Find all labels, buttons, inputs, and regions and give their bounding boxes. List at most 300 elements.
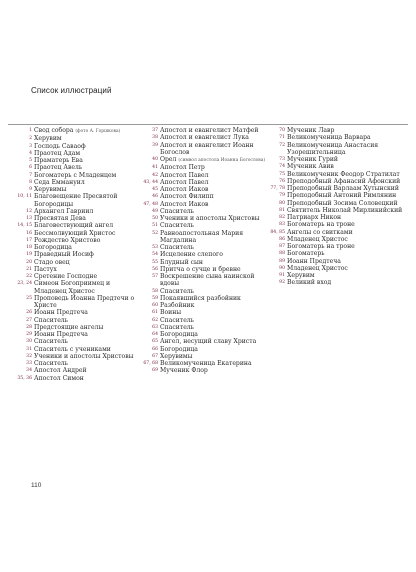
item-title-text: Мученик Флор <box>160 367 208 375</box>
item-number: 64 <box>152 332 158 337</box>
item-title <box>34 353 142 360</box>
list-item <box>138 273 266 288</box>
item-title-text: Предстоящие ангелы <box>34 323 104 331</box>
item-number: 61 <box>152 310 158 316</box>
item-title-text: Апостол Иаков <box>160 186 209 193</box>
item-number: 17 <box>26 237 32 243</box>
list-item <box>138 295 266 302</box>
item-number: 53 <box>152 245 158 250</box>
item-title-text: Апостол Филипп <box>160 193 214 201</box>
list-item <box>12 360 142 367</box>
item-title <box>160 222 266 229</box>
item-number: 35, 36 <box>17 375 32 381</box>
list-item <box>12 127 142 135</box>
item-title-text: Патриарх Никон <box>287 214 342 221</box>
item-title-text: Ангел, несущий славу Христа <box>160 338 257 346</box>
item-title-text: Апостол Петр <box>160 164 205 172</box>
list-item <box>138 142 266 157</box>
item-number: 6 <box>29 165 32 171</box>
list-item <box>138 317 266 324</box>
list-item <box>12 346 142 353</box>
item-number: 58 <box>152 288 158 294</box>
item-title <box>34 266 142 273</box>
item-number: 20 <box>26 259 32 265</box>
item-title <box>160 309 266 316</box>
item-title-text: Херувимы <box>34 186 67 193</box>
item-number: 5 <box>29 158 32 163</box>
item-title-text: Иоанн Предтеча <box>287 257 341 265</box>
item-number: 27 <box>26 317 32 323</box>
item-number: 31 <box>26 346 32 352</box>
item-title <box>287 200 405 207</box>
item-number: 16 <box>26 230 32 236</box>
item-title-text: Спаситель <box>34 338 68 346</box>
list-item <box>12 237 142 244</box>
list-item <box>12 280 142 295</box>
list-item <box>12 251 142 258</box>
item-number: 75 <box>279 171 285 177</box>
item-title-text: Рождество Христово <box>34 236 101 244</box>
item-title <box>287 250 405 257</box>
list-item <box>265 163 405 170</box>
item-number: 21 <box>26 266 32 272</box>
item-number: 29 <box>26 332 32 337</box>
list-item <box>12 266 142 273</box>
item-title <box>160 208 266 215</box>
item-title <box>34 251 142 258</box>
item-number: 56 <box>152 266 158 272</box>
item-number: 26 <box>26 310 32 316</box>
list-item <box>138 186 266 193</box>
item-title <box>160 331 266 338</box>
item-number: 51 <box>152 223 158 229</box>
item-title <box>160 259 266 266</box>
item-number: 8 <box>29 179 32 185</box>
item-title <box>34 193 142 208</box>
item-title-text: Архангел Гавриил <box>34 207 94 215</box>
item-number: 92 <box>279 280 285 286</box>
item-number: 25 <box>26 295 32 301</box>
item-title-text: Иоанн Предтеча <box>34 331 88 338</box>
item-number: 83 <box>279 222 285 228</box>
item-title-text: Апостол Павел <box>160 178 209 186</box>
list-item <box>138 259 266 266</box>
list-item <box>265 192 405 199</box>
item-title-text: Стадо овец <box>34 258 70 266</box>
item-title-text: Спаситель <box>160 244 194 251</box>
list-item <box>12 150 142 157</box>
item-number: 77, 78 <box>270 186 285 191</box>
item-number: 34 <box>26 368 32 374</box>
item-title <box>160 215 266 222</box>
item-title <box>34 346 142 353</box>
item-title-text: Праматерь Ева <box>34 157 83 164</box>
list-item <box>138 324 266 331</box>
item-title <box>160 230 266 245</box>
item-title-text: Пастух <box>34 265 57 273</box>
item-title <box>34 237 142 244</box>
list-item <box>265 258 405 265</box>
item-number: 30 <box>26 339 32 345</box>
list-item <box>12 143 142 150</box>
list-item <box>138 266 266 273</box>
item-title <box>34 295 142 310</box>
item-title <box>34 230 142 237</box>
item-title-text: Младенец Христос <box>287 264 348 272</box>
item-number: 60 <box>152 303 158 308</box>
item-title-text: Мученик Гурий <box>287 156 338 163</box>
item-title-text: Сретение Господне <box>34 273 98 280</box>
list-item <box>265 250 405 257</box>
item-title-text: Святитель Николай Мирликийский <box>287 206 403 214</box>
item-number: 88 <box>279 251 285 257</box>
list-item <box>265 127 405 134</box>
list-item <box>12 244 142 251</box>
item-title <box>34 360 142 367</box>
list-item <box>138 302 266 309</box>
item-number: 1 <box>29 128 32 133</box>
item-title-text: Воскрешение сына наинской вдовы <box>160 273 255 288</box>
list-item <box>12 295 142 310</box>
list-column-2 <box>138 127 266 375</box>
list-item <box>12 317 142 324</box>
item-title <box>287 178 405 185</box>
list-item <box>138 164 266 171</box>
list-item <box>138 134 266 141</box>
item-title <box>287 171 405 178</box>
item-title-text: Преподобный Антоний Римлянин <box>287 192 397 200</box>
list-item <box>138 346 266 353</box>
item-title <box>287 272 405 279</box>
item-number: 87 <box>279 244 285 249</box>
list-item <box>265 214 405 221</box>
item-title <box>34 172 142 179</box>
item-title <box>160 193 266 200</box>
item-number: 9 <box>29 187 32 192</box>
item-number: 67 <box>152 353 158 359</box>
item-title-text: Великомученик Феодор Стратилат <box>287 170 400 178</box>
list-item <box>138 156 266 164</box>
item-title-text: Орел <box>160 156 177 163</box>
item-title-text: Богоматерь с Младенцем <box>34 171 117 179</box>
item-title <box>287 156 405 163</box>
item-number: 71 <box>279 135 285 141</box>
item-number: 45 <box>152 187 158 192</box>
item-number: 18 <box>26 245 32 250</box>
item-title-text: Свод собора <box>34 127 74 134</box>
item-number: 42 <box>152 172 158 178</box>
item-title <box>34 375 142 382</box>
item-title-text: Покаявшийся разбойник <box>160 294 241 302</box>
item-number: 3 <box>29 143 32 149</box>
list-item <box>12 259 142 266</box>
item-title-text: Младенец Христос <box>287 235 348 243</box>
item-note: (фото А. Горшкова) <box>75 129 121 134</box>
item-number: 37 <box>152 128 158 133</box>
item-title <box>160 367 266 374</box>
list-item <box>138 331 266 338</box>
item-title-text: Преподобный Зосима Соловецкий <box>287 199 398 207</box>
item-title-text: Проповедь Иоанна Предтечи о Христе <box>34 294 135 309</box>
item-number: 43, 44 <box>143 179 158 185</box>
item-number: 38 <box>152 135 158 141</box>
item-title-text: Херувим <box>34 135 62 143</box>
item-title <box>34 215 142 222</box>
item-title <box>160 142 266 157</box>
item-title <box>34 331 142 338</box>
item-number: 23, 24 <box>17 281 32 287</box>
item-number: 86 <box>279 236 285 242</box>
item-title <box>34 208 142 215</box>
item-title-text: Ученики и апостолы Христовы <box>160 215 260 222</box>
item-number: 81 <box>279 207 285 213</box>
list-column-1 <box>12 127 142 382</box>
item-number: 32 <box>26 353 32 359</box>
item-title <box>34 317 142 324</box>
item-title-text: Апостол и евангелист Матфей <box>160 127 259 134</box>
list-item <box>12 186 142 193</box>
list-item <box>138 353 266 360</box>
list-item <box>138 367 266 374</box>
item-title-text: Симеон Богоприимец и Младенец Христос <box>34 280 111 295</box>
page-title: Список иллюстраций <box>31 86 112 95</box>
list-item <box>138 251 266 258</box>
list-item <box>12 208 142 215</box>
item-title <box>287 207 405 214</box>
item-title-text: Исцеление слепого <box>160 251 223 259</box>
item-title <box>34 273 142 280</box>
item-title <box>34 244 142 251</box>
item-number: 84, 85 <box>270 229 285 235</box>
item-title <box>34 309 142 316</box>
item-title <box>160 179 266 186</box>
item-number: 80 <box>279 200 285 206</box>
list-item <box>138 208 266 215</box>
item-title <box>160 156 266 164</box>
item-title-text: Великомученица Варвара <box>287 134 371 142</box>
list-item <box>138 201 266 208</box>
item-title-text: Спаситель <box>160 222 194 230</box>
item-title <box>34 222 142 229</box>
item-title <box>34 367 142 374</box>
list-item <box>12 331 142 338</box>
item-title-text: Спаситель <box>34 360 68 367</box>
item-title-text: Спаситель <box>160 207 194 215</box>
list-item <box>138 244 266 251</box>
item-number: 2 <box>29 136 32 142</box>
item-number: 65 <box>152 339 158 345</box>
item-title-text: Благовещение Пресвятой Богородицы <box>34 193 118 208</box>
item-title <box>160 244 266 251</box>
item-title-text: Ангелы со свитками <box>287 228 353 236</box>
item-title <box>160 251 266 258</box>
list-item <box>138 222 266 229</box>
item-title-text: Воины <box>160 309 182 317</box>
item-title-text: Ученики и апостолы Христовы <box>34 352 134 360</box>
item-title-text: Апостол Павел <box>160 171 209 179</box>
item-number: 66 <box>152 346 158 352</box>
item-title-text: Богоматерь на троне <box>287 221 355 229</box>
page-number: 110 <box>31 482 42 489</box>
list-item <box>12 172 142 179</box>
list-item <box>138 288 266 295</box>
item-title-text: Богоматерь на троне <box>287 243 355 250</box>
item-title-text: Богородица <box>160 331 198 338</box>
list-item <box>12 222 142 229</box>
list-item <box>138 338 266 345</box>
item-title-text: Пресвятая Дева <box>34 215 86 222</box>
item-title <box>34 259 142 266</box>
item-number: 91 <box>279 273 285 278</box>
list-item <box>265 178 405 185</box>
item-title <box>160 324 266 331</box>
item-number: 70 <box>279 128 285 133</box>
item-number: 7 <box>29 172 32 178</box>
list-item <box>12 135 142 142</box>
item-title <box>287 134 405 141</box>
item-title-text: Великомученица Анастасия Узорешительница <box>287 141 379 156</box>
list-item <box>138 215 266 222</box>
item-number: 82 <box>279 215 285 220</box>
item-title <box>287 142 405 157</box>
item-number: 13 <box>26 216 32 221</box>
item-number: 67, 68 <box>143 361 158 366</box>
item-title <box>160 266 266 273</box>
item-number: 72 <box>279 142 285 148</box>
item-title <box>34 164 142 171</box>
item-title <box>160 317 266 324</box>
item-title <box>287 127 405 134</box>
item-number: 73 <box>279 157 285 162</box>
list-item <box>12 164 142 171</box>
item-number: 69 <box>152 368 158 374</box>
item-number: 39 <box>152 142 158 148</box>
list-item <box>12 230 142 237</box>
item-title-text: Праотец Авель <box>34 164 83 172</box>
item-title-text: Разбойник <box>160 302 195 309</box>
list-item <box>265 265 405 272</box>
item-number: 4 <box>29 150 32 156</box>
item-title <box>287 279 405 286</box>
item-title-text: Апостол и евангелист Иоанн Богослов <box>160 141 254 156</box>
list-item <box>265 243 405 250</box>
item-title <box>287 265 405 272</box>
list-item <box>138 127 266 134</box>
item-title-text: Преподобный Варлаам Хутынский <box>287 185 399 192</box>
item-title <box>287 258 405 265</box>
list-item <box>138 179 266 186</box>
item-title-text: Апостол Андрей <box>34 367 87 375</box>
item-title-text: Богородица <box>160 345 198 353</box>
item-title <box>160 127 266 134</box>
item-title <box>34 186 142 193</box>
item-title-text: Спаситель <box>160 287 194 295</box>
list-item <box>265 279 405 286</box>
item-number: 40 <box>152 157 158 162</box>
item-title-text: Апостол Иаков <box>160 200 209 208</box>
item-title <box>287 192 405 199</box>
list-item <box>265 200 405 207</box>
item-number: 22 <box>26 274 32 279</box>
item-title <box>34 179 142 186</box>
item-title <box>34 150 142 157</box>
list-item <box>12 338 142 345</box>
item-title-text: Великомученица Екатерина <box>160 360 252 367</box>
item-number: 28 <box>26 324 32 330</box>
item-title-text: Спаситель <box>34 316 68 324</box>
item-number: 52 <box>152 230 158 236</box>
list-item <box>265 134 405 141</box>
item-number: 79 <box>279 193 285 199</box>
list-item <box>12 273 142 280</box>
item-number: 76 <box>279 178 285 184</box>
item-number: 89 <box>279 258 285 264</box>
item-title <box>287 214 405 221</box>
list-item <box>265 236 405 243</box>
list-item <box>12 157 142 164</box>
list-item <box>265 221 405 228</box>
item-number: 57 <box>152 274 158 279</box>
item-number: 90 <box>279 265 285 271</box>
item-title <box>160 201 266 208</box>
list-item <box>12 367 142 374</box>
item-number: 46 <box>152 194 158 200</box>
item-title <box>160 360 266 367</box>
item-title-text: Благовествующий ангел <box>34 222 114 230</box>
list-item <box>265 229 405 236</box>
item-title <box>160 273 266 288</box>
list-item <box>265 156 405 163</box>
item-title-text: Мученик Авив <box>287 163 334 171</box>
item-number: 50 <box>152 216 158 221</box>
item-title-text: Иоанн Предтеча <box>34 309 88 317</box>
list-item <box>265 272 405 279</box>
item-title-text: Апостол Симон <box>34 374 84 382</box>
item-title-text: Херувимы <box>160 352 193 360</box>
list-item <box>265 171 405 178</box>
item-title-text: Седа Еммануил <box>34 178 85 186</box>
item-title <box>160 172 266 179</box>
item-title-text: Спаситель с учениками <box>34 345 111 353</box>
item-title <box>160 338 266 345</box>
item-title <box>34 338 142 345</box>
item-title-text: Великий вход <box>287 279 332 287</box>
list-item <box>138 309 266 316</box>
item-title <box>34 157 142 164</box>
item-number: 74 <box>279 164 285 170</box>
list-item <box>265 185 405 192</box>
item-title <box>160 186 266 193</box>
list-item <box>12 309 142 316</box>
item-title-text: Спаситель <box>160 323 194 331</box>
list-item <box>12 324 142 331</box>
item-title <box>160 134 266 141</box>
item-title-text: Спаситель <box>160 316 194 324</box>
list-item <box>12 193 142 208</box>
item-number: 10, 11 <box>17 194 32 200</box>
item-title <box>287 243 405 250</box>
list-item <box>138 230 266 245</box>
item-title-text: Праведный Иосиф <box>34 251 94 259</box>
item-title <box>287 163 405 170</box>
item-title <box>34 127 142 135</box>
item-title <box>34 280 142 295</box>
item-title <box>160 346 266 353</box>
item-number: 33 <box>26 361 32 366</box>
item-number: 49 <box>152 208 158 214</box>
item-note: (символ апостола Иоанна Богослова) <box>178 158 266 163</box>
item-title-text: Равноапостольная Мария Магдалина <box>160 229 244 244</box>
